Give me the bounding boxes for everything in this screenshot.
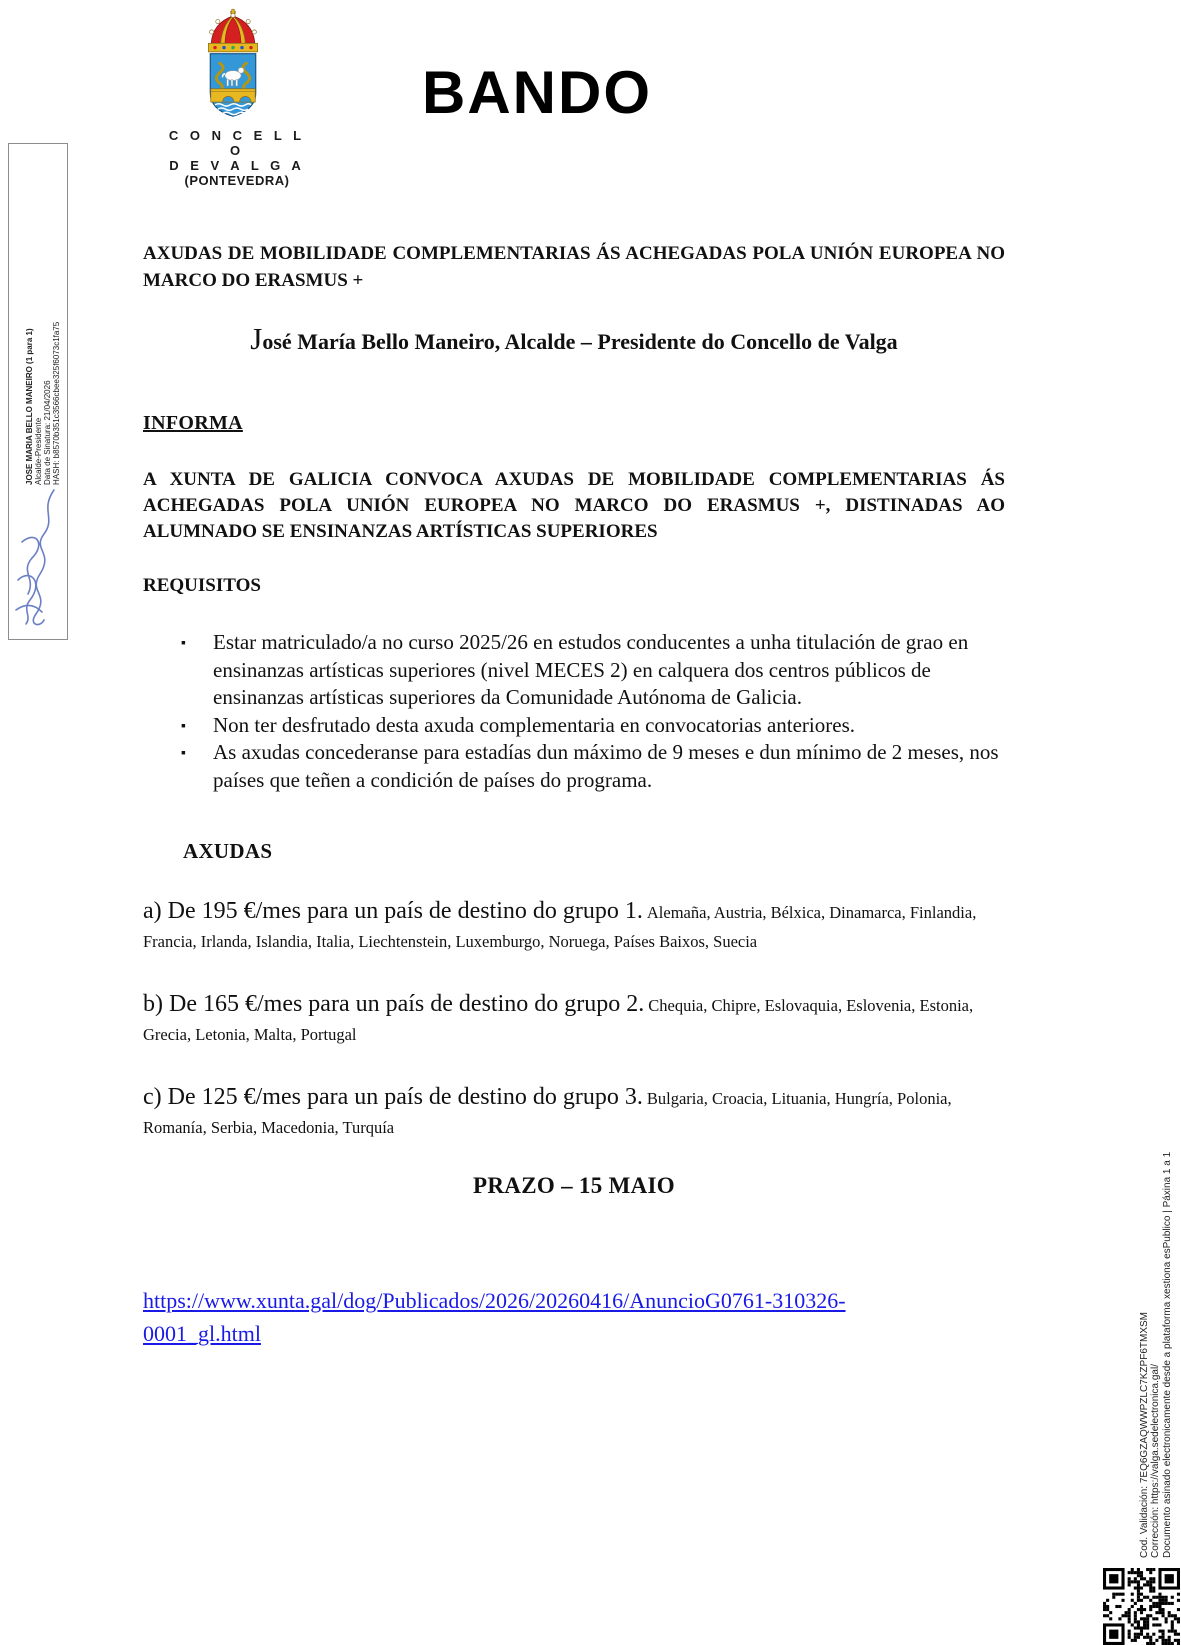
document-subject: AXUDAS DE MOBILIDADE COMPLEMENTARIAS ÁS ACHEGADAS POLA UNIÓN EUROPEA NO MARCO DO ERASMUS + xyxy=(143,243,1005,291)
grant-countries: Alemaña, Austria, Bélxica, Dinamarca, Finlandia, Francia, Irlanda, Islandia, Italia, Liechtenstein, Luxemburgo, Noruega, Países Baixos, Suecia xyxy=(143,903,977,951)
grant-amount: b) De 165 €/mes para un país de destino do grupo 2. xyxy=(143,991,645,1017)
mayor-line: José María Bello Maneiro, Alcalde – Presidente do Concello de Valga xyxy=(250,321,898,356)
official-bulletin-link[interactable]: https://www.xunta.gal/dog/Publicados/2026/20260416/AnuncioG0761-310326-0001_gl.html xyxy=(143,1288,846,1346)
grant-group-2 xyxy=(143,990,1005,1050)
grant-countries: Bulgaria, Croacia, Lituania, Hungría, Polonia, Romanía, Serbia, Macedonia, Turquía xyxy=(143,1089,952,1137)
document-body xyxy=(143,240,1005,1350)
informa-heading: INFORMA xyxy=(143,412,243,434)
qr-code xyxy=(1103,1568,1180,1645)
validation-sidebar xyxy=(1139,1024,1173,1558)
axudas-heading: AXUDAS xyxy=(183,839,273,863)
org-name-line3: (PONTEVEDRA) xyxy=(184,173,290,188)
page-title: BANDO xyxy=(422,59,652,126)
announcement-paragraph: A XUNTA DE GALICIA CONVOCA AXUDAS DE MOBILIDADE COMPLEMENTARIAS ÁS ACHEGADAS POLA UNIÓN EUROPEA NO MARCO DO ERASMUS +, DISTINADAS AO ALUMNADO SE ENSINANZAS ARTÍSTICAS SUPERIORES xyxy=(143,469,1005,542)
signer-name: JOSE MARIA BELLO MANEIRO (1 para 1) xyxy=(25,328,34,485)
requirement-item: ▪ Non ter desfrutado desta axuda complementaria en convocatorias anteriores. xyxy=(143,712,1005,740)
signature-date: Data de Sinatura: 21/04/2026 xyxy=(43,380,52,485)
validation-url: Corrección: https://valga.sedelectronica.gal/ xyxy=(1150,1364,1162,1558)
grant-group-1 xyxy=(143,897,1005,957)
org-name xyxy=(162,128,312,188)
validation-code: Cod. Validación: 7EQ6GZAQWWPZLC7KZPF6TMXSM xyxy=(1139,1312,1150,1558)
signer-role: Alcalde-Presidente xyxy=(34,417,43,485)
requirements-list xyxy=(143,629,1005,794)
grant-amount: a) De 195 €/mes para un país de destino do grupo 1. xyxy=(143,898,643,924)
shield-icon xyxy=(210,54,255,117)
deadline-line: PRAZO – 15 MAIO xyxy=(473,1173,675,1198)
requirement-item: ▪ Estar matriculado/a no curso 2025/26 en estudos conducentes a unha titulación de grao en ensinanzas artísticas superiores (nivel MECES 2) en calquera dos centros públicos de ensinanzas artísticas superiores da Comunidade Autónoma de Galicia. xyxy=(143,629,1005,712)
crown-icon xyxy=(208,9,257,52)
grant-group-3 xyxy=(143,1083,1005,1143)
grant-amount: c) De 125 €/mes para un país de destino do grupo 3. xyxy=(143,1084,643,1110)
handwritten-signature-icon xyxy=(10,482,66,634)
official-link-wrap xyxy=(143,1284,933,1350)
signature-stamp-text xyxy=(25,271,61,485)
platform-note: Documento asinado electronicamente desde a plataforma xestiona esPublico | Páxina 1 a 1 xyxy=(1161,1151,1173,1558)
concello-valga-crest-icon xyxy=(197,8,269,126)
org-name-line1: C O N C E L L O xyxy=(168,128,306,158)
requisitos-heading: REQUISITOS xyxy=(143,575,261,596)
bridge-icon xyxy=(211,89,256,102)
requirement-item: ▪ As axudas concederanse para estadías dun máximo de 9 meses e dun mínimo de 2 meses, nos países que teñen a condición de países do programa. xyxy=(143,739,1005,794)
signature-hash: HASH: b8570b351c3566cbee325f6073c1fa75 xyxy=(52,321,61,485)
grant-countries: Chequia, Chipre, Eslovaquia, Eslovenia, Estonia, Grecia, Letonia, Malta, Portugal xyxy=(143,996,974,1044)
org-name-line2: D E V A L G A xyxy=(169,158,305,173)
